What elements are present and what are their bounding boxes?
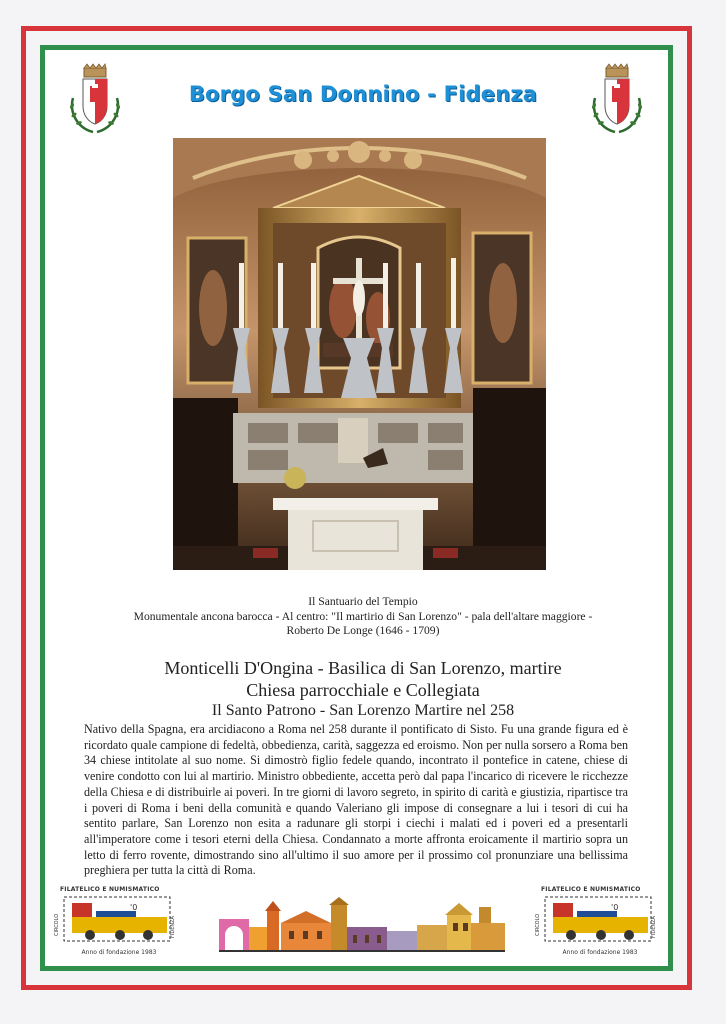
headline	[80, 657, 646, 721]
stamp-side-label-right: FIDENZA	[170, 916, 176, 938]
stamp-train-icon	[60, 893, 178, 943]
stamp-org-label: FILATELICO E NUMISMATICO	[60, 886, 160, 893]
svg-text:'0: '0	[130, 903, 138, 912]
svg-text:'0: '0	[611, 903, 619, 912]
body-paragraph: Nativo della Spagna, era arcidiacono a Roma nel 258 durante il pontificato di Sisto. Fu una grande figura ed è ricordato quale campione di fedeltà, obbedienza, carità, saggezza ed eroismo. Non per nulla sorsero a Roma ben 34 chiese intitolate al suo nome. Si dimostrò figlio fedele quando, incontrato il pontefice in catene, chiese di venire condotto con lui al martirio. Ministro obbediente, accetta però dal papa l'incarico di ricevere le ricchezze della Chiesa e di distribuirle ai poveri. In tre giorni di lavoro segreto, in spirito di carità e giustizia, ripartisce tra i poveri di Roma i beni della comunità e quando Valeriano gli impose di consegnare a lui i tesori di cui ha sentito parlare, San Lorenzo non esita a radunare gli storpi i ciechi i malati ed i poveri ed a presentarli all'imperatore come i tesori eterni della Chiesa. Condannato a morte affronta eroicamente il martirio sopra un letto di ferro rovente, dimostrando sino all'ultimo il suo amore per il prossimo col pronunziare una bellissima preghiera per tutta la città di Roma.	[84, 722, 628, 878]
club-stamp-right	[535, 886, 659, 960]
stamp-org-label: FILATELICO E NUMISMATICO	[541, 886, 641, 893]
stamp-founded-label: Anno di fondazione 1983	[81, 949, 157, 956]
altar-photo	[173, 138, 546, 570]
coat-of-arms-left-icon	[65, 62, 125, 138]
headline-line-3: Il Santo Patrono - San Lorenzo Martire nel 258	[211, 702, 515, 719]
headline-line-2: Chiesa parrocchiale e Collegiata	[246, 680, 480, 700]
caption-line-2: Monumentale ancona barocca - Al centro: "Il martirio di San Lorenzo" - pala dell'altare maggiore -	[133, 609, 593, 623]
stamp-side-label-left: CIRCOLO	[535, 913, 541, 936]
caption-line-1: Il Santuario del Tempio	[308, 595, 418, 608]
town-skyline-icon	[219, 897, 505, 953]
headline-line-1: Monticelli D'Ongina - Basilica di San Lorenzo, martire	[164, 658, 562, 678]
stamp-train-icon	[541, 893, 659, 943]
stamp-side-label-right: FIDENZA	[651, 916, 657, 938]
stamp-founded-label: Anno di fondazione 1983	[562, 949, 638, 956]
club-stamp-left	[54, 886, 178, 960]
page-title: Borgo San Donnino - Fidenza	[188, 82, 538, 106]
caption-line-3: Roberto De Longe (1646 - 1709)	[286, 624, 440, 637]
stamp-side-label-left: CIRCOLO	[54, 913, 60, 936]
photo-caption	[100, 595, 626, 639]
